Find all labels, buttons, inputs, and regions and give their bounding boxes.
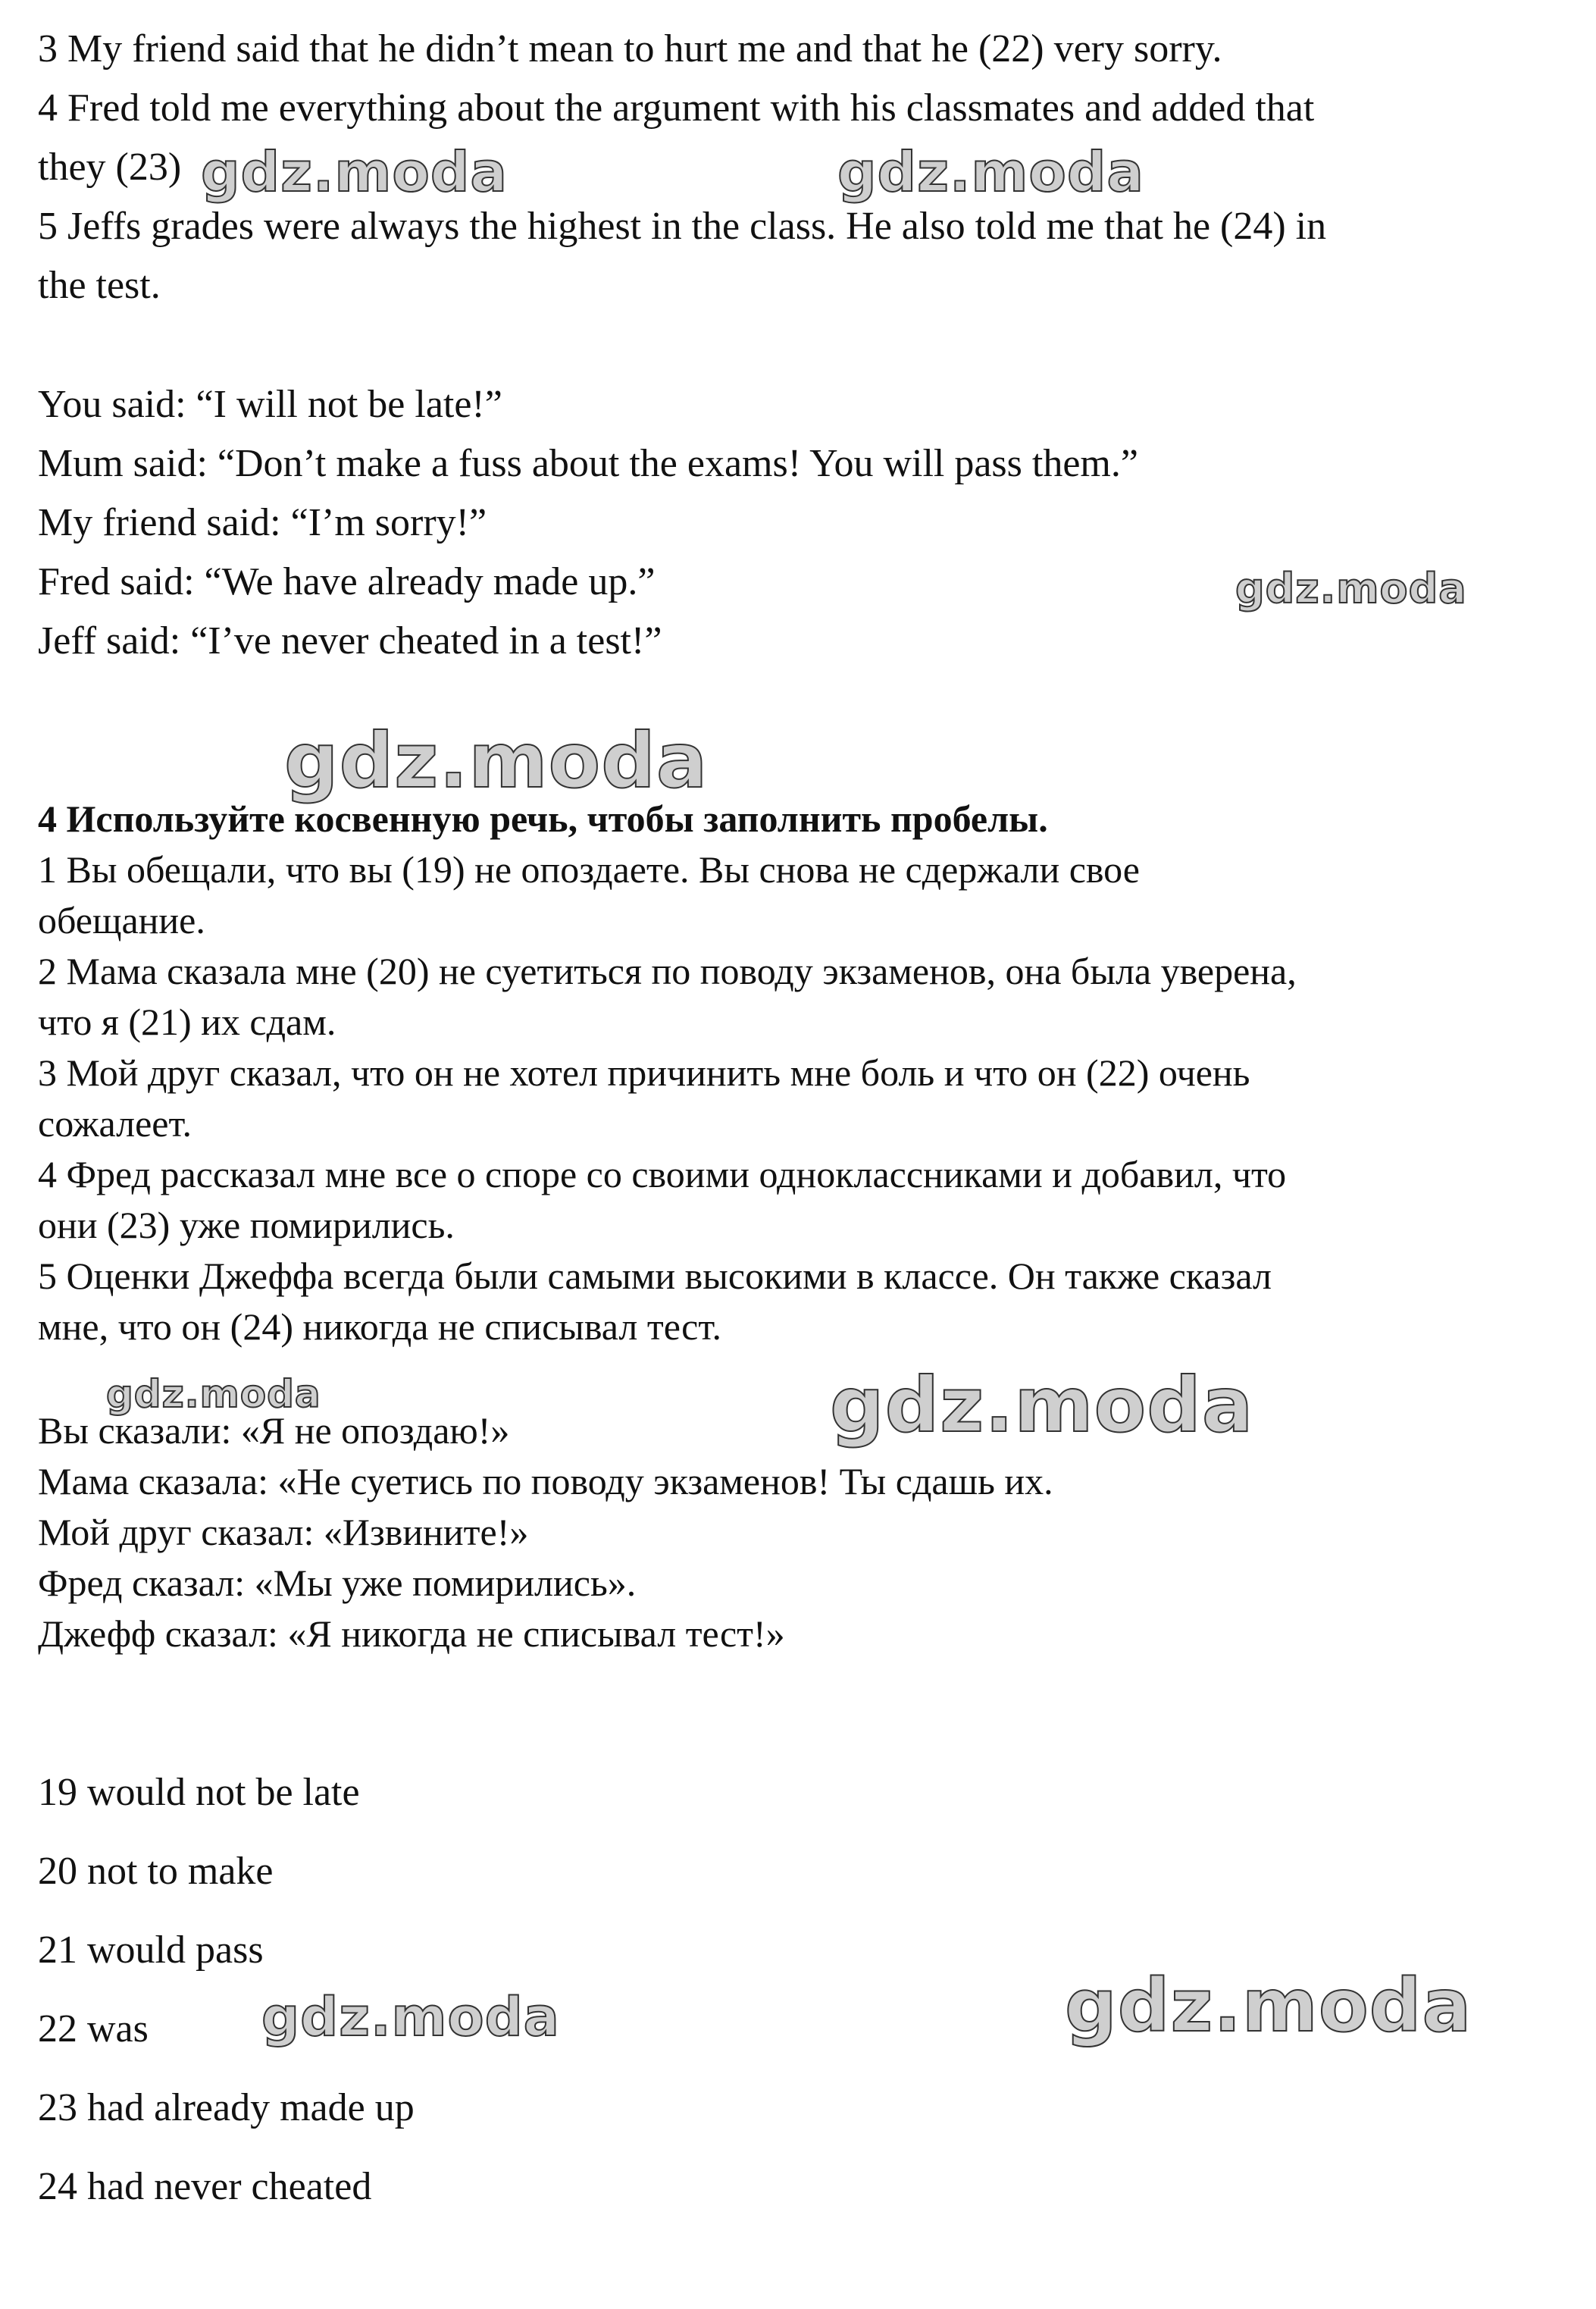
russian-sentence-4: 4 Фред рассказал мне все о споре со своими одноклассниками и добавил, что <box>38 1153 1287 1195</box>
watermark: gdz.moda <box>837 140 1144 204</box>
russian-quote-you: Вы сказали: «Я не опоздаю!» <box>38 1409 510 1452</box>
answer-22: 22 was <box>38 2007 149 2051</box>
watermark: gdz.moda <box>830 1361 1254 1449</box>
english-quote-jeff: Jeff said: “I’ve never cheated in a test!” <box>38 619 662 663</box>
russian-heading: 4 Используйте косвенную речь, чтобы заполнить пробелы. <box>38 797 1048 840</box>
watermark: gdz.moda <box>261 1986 560 2048</box>
english-sentence-4-cont: they (23) <box>38 146 182 189</box>
english-sentence-4: 4 Fred told me everything about the argument with his classmates and added that <box>38 86 1315 130</box>
watermark: gdz.moda <box>1235 565 1467 612</box>
answer-23: 23 had already made up <box>38 2086 415 2129</box>
watermark: gdz.moda <box>1065 1963 1472 2048</box>
russian-sentence-3: 3 Мой друг сказал, что он не хотел причинить мне боль и что он (22) очень <box>38 1051 1250 1094</box>
russian-quote-friend: Мой друг сказал: «Извините!» <box>38 1511 529 1553</box>
russian-sentence-1: 1 Вы обещали, что вы (19) не опоздаете. Вы снова не сдержали свое <box>38 848 1140 891</box>
english-sentence-5-cont: the test. <box>38 264 161 307</box>
russian-sentence-5: 5 Оценки Джеффа всегда были самыми высокими в классе. Он также сказал <box>38 1255 1272 1297</box>
russian-sentence-1-cont: обещание. <box>38 899 205 941</box>
russian-quote-mum: Мама сказала: «Не суетись по поводу экзаменов! Ты сдашь их. <box>38 1460 1053 1502</box>
russian-quote-fred: Фред сказал: «Мы уже помирились». <box>38 1562 637 1604</box>
russian-sentence-3-cont: сожалеет. <box>38 1102 192 1145</box>
russian-sentence-5-cont: мне, что он (24) никогда не списывал тест. <box>38 1305 721 1348</box>
english-quote-friend: My friend said: “I’m sorry!” <box>38 501 487 544</box>
russian-sentence-4-cont: они (23) уже помирились. <box>38 1204 455 1246</box>
english-quote-mum: Mum said: “Don’t make a fuss about the exams! You will pass them.” <box>38 442 1138 485</box>
russian-quote-jeff: Джефф сказал: «Я никогда не списывал тест!» <box>38 1612 785 1655</box>
watermark: gdz.moda <box>284 716 709 805</box>
answer-21: 21 would pass <box>38 1928 264 1972</box>
answer-20: 20 not to make <box>38 1850 274 1893</box>
english-quote-fred: Fred said: “We have already made up.” <box>38 560 656 603</box>
watermark: gdz.moda <box>201 140 508 204</box>
english-sentence-3: 3 My friend said that he didn’t mean to hurt me and that he (22) very sorry. <box>38 27 1222 70</box>
answer-24: 24 had never cheated <box>38 2165 372 2208</box>
english-sentence-5: 5 Jeffs grades were always the highest in the class. He also told me that he (24) in <box>38 205 1327 248</box>
watermark: gdz.moda <box>106 1372 321 1416</box>
russian-sentence-2-cont: что я (21) их сдам. <box>38 1001 336 1043</box>
answer-19: 19 would not be late <box>38 1771 360 1814</box>
russian-sentence-2: 2 Мама сказала мне (20) не суетиться по поводу экзаменов, она была уверена, <box>38 950 1297 992</box>
english-quote-you: You said: “I will not be late!” <box>38 383 502 426</box>
